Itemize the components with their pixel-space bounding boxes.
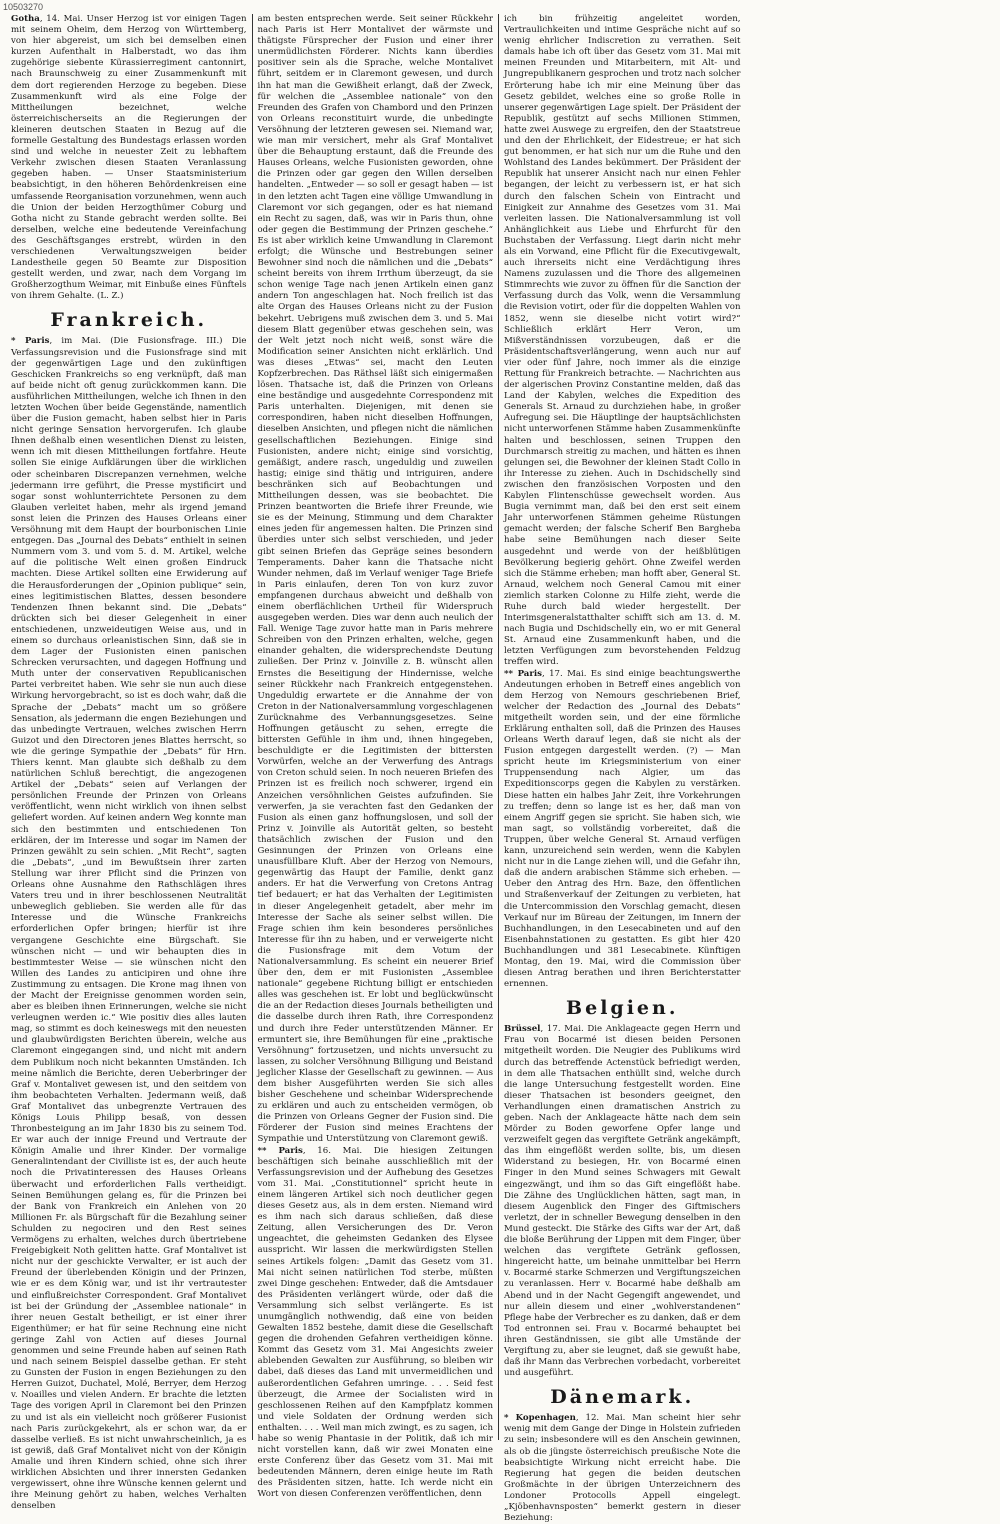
article-paragraph xyxy=(504,14,741,669)
section-heading: Belgien. xyxy=(566,997,679,1020)
page-id: 10503270 xyxy=(3,2,44,12)
article-paragraph xyxy=(258,1146,494,1501)
article-dateline: ** Paris xyxy=(257,1145,303,1156)
article-paragraph xyxy=(504,669,741,991)
article-paragraph xyxy=(504,1024,741,1379)
article-text: , 17. Mai. Es sind einige beachtungswerthe Andeutungen erhoben in Betreff eines angeblich von dem Herzog von Nemours geschriebenen Brief, welcher der Redaction des „Journal des Debats“ mitgetheilt worden sein, und der eine förmliche Erklärung enthalten soll, daß die Prinzen des Hauses Orleans Werth darauf legen, daß sie nicht als der Fusion entgegen dargestellt werden. (?) — Man spricht heute im Kriegsministerium von einer Truppensendung nach Algier, um das Expeditionscorps gegen die Kabylen zu verstärken. Diese hatten ein halbes Jahr Zeit, ihre Vorkehrungen zu treffen; denn so lange ist es her, daß man von einem Angriff gegen sie spricht. Sie haben sich, wie man sagt, so vollständig vorbereitet, daß die Truppen, über welche General St. Arnaud verfügen kann, unzureichend sein werden, wenn die Kabylen nicht nur in die Lange ziehen will, und die Gefahr ihn, daß die andern arabischen Stämme sich erheben. — Ueber den Antrag des Hrn. Baze, den öffentlichen und Straßenverkauf der Zeitungen zu verbieten, hat die Untercommission den Vorschlag gemacht, diesen Verkauf nur im Büreau der Zeitungen, im Innern der Buchhandlungen, in den Lesecabineten und auf den Eisenbahnstationen zu gestatten. Es gibt hier 420 Buchhandlungen und 381 Lesecabinete. Künftigen Montag, den 19. Mai, wird die Commission über diesen Antrag berathen und ihren Berichterstatter ernennen. xyxy=(504,668,741,990)
article-text: , im Mai. (Die Fusionsfrage. III.) Die Verfassungsrevision und die Fusionsfrage sind mit der gegenwärtigen Lage und den zukünftigen Geschicken Frankreichs so eng verknüpft, daß man auf beide nicht oft genug zurückkommen kann. Die ausführlichen Mittheilungen, welche ich Ihnen in den letzten Wochen über beide Gegenstände, namentlich über die Fusion gemacht, haben selbst hier in Paris nicht geringe Sensation hervorgerufen. Ich glaube Ihnen deßhalb einen wesentlichen Dienst zu leisten, wenn ich mit diesen Mittheilungen fortfahre. Heute sollen Sie einige Aufklärungen über die wirklichen oder scheinbaren Discrepanzen vernehmen, welche jedermann irre geführt, die Presse mystificirt und sogar sonst wohlunterrichtete Personen zu dem Glauben verleitet haben, mehr als irgend jemand sonst leien die Prinzen des Hauses Orleans einer Versöhnung mit dem Haupt der bourbonischen Linie entgegen. Das „Journal des Debats“ enthielt in seinen Nummern vom 3. und vom 5. d. M. Artikel, welche auf die politische Welt einen großen Eindruck machten. Diese Artikel sollten eine Erwiderung auf die Herausforderungen der „Opinion publique“ sein, eines legitimistischen Blattes, dessen besondere Tendenzen Ihnen bekannt sind. Die „Debats“ drückten sich bei dieser Gelegenheit in einer entschiedenen, unzweideutigen Weise aus, und in einem so durchaus orleanistischen Sinn, daß sie in dem Lager der Fusionisten einen panischen Schrecken verursachten, und dagegen Hoffnung und Muth unter der conservativen Republicanischen Partei verbreitet haben. Wie sehr sie nun auch diese Wirkung hervorgebracht, so ist es doch wahr, daß die Sprache der „Debats“ macht um so größere Sensation, als jedermann die engen Beziehungen und das unbedingte Vertrauen, welches zwischen Herrn Guizot und den Directoren jenes Blattes herrscht, so wie die geringe Sympathie der „Debats“ für Hrn. Thiers kennt. Man glaubte sich deßhalb zu dem natürlichen Schluß berechtigt, die angezogenen Artikel der „Debats“ seien auf Verlangen der persönlichen Freunde der Prinzen von Orleans veröffentlicht, wenn nicht wirklich von ihnen selbst geliefert worden. Auf keinen andern Weg konnte man sich den bestimmten und entschiedenen Ton erklären, der im Interesse und sogar im Namen der Prinzen gewählt zu sein schien. „Mit Recht“, sagten die „Debats“, „und im Bewußtsein ihrer zarten Stellung war ihrer Pflicht sind die Prinzen von Orleans ohne Ausnahme den Rathschlägen ihres Vaters treu und in ihrer beschlossenen Neutralität unbeweglich geblieben. Sie werden alle für das Interesse und die Wünsche Frankreichs erforderlichen Opfer bringen; hierfür ist ihre vergangene Geschichte eine Bürgschaft. Sie wünschen nicht — und wir behaupten dies in bestimmtester Weise — sie wünschen nicht den Willen des Landes zu anticipiren und ohne ihre Zustimmung zu entsagen. Die Krone mag ihnen von der Macht der Ereignisse genommen worden sein, aber es bleiben ihnen Erinnerungen, welche sie nicht verleugnen werden ic.“ Wie positiv dies alles lauten mag, so stimmt es doch keineswegs mit den neuesten und glaubwürdigsten Berichten überein, welche aus Claremont eingegangen sind, und nicht mit andern dem Publikum noch nicht bekannten Umständen. Ich meine nämlich die Berichte, deren Ueberbringer der Graf v. Montalivet gewesen ist, und den seitdem von ihm beobachteten Verhalten. Jedermann weiß, daß Graf Montalivet das unbegrenzte Vertrauen des Königs Louis Philipp besaß, von dessen Thronbesteigung an im Jahr 1830 bis zu seinem Tod. Er war auch der innige Freund und Vertraute der Königin Amalie und ihrer Kinder. Der vormalige Generalintendant der Civilliste ist es, der auch heute noch die Privatinteressen des Hauses Orleans überwacht und erforderlichen Falls vertheidigt. Seinen Bemühungen gelang es, für die Prinzen bei der Bank von Frankreich ein Anlehen von 20 Millionen Fr. als Bürgschaft für die Bezahlung seiner Schulden zu negociren und den Rest seines Vermögens zu erhalten, welches durch übertriebene Freigebigkeit Noth gelitten hatte. Graf Montalivet ist nicht nur der geschickte Verwalter, er ist auch der Freund der überlebenden Königin und der Prinzen, wie er es dem König war, und ist ihr vertrautester und einflußreichster Correspondent. Graf Montalivet ist bei der Gründung der „Assemblee nationale“ in ihrer neuen Gestalt betheiligt, er ist einer ihrer Eigenthümer; er hat für seine Rechnung eine nicht geringe Zahl von Actien auf dieses Journal genommen und seine Freunde haben auf seinen Rath und nach seinem Beispiel dasselbe gethan. Er steht zu Gunsten der Fusion in engen Beziehungen zu den Herren Guizot, Duchatel, Molé, Berryer, dem Herzog v. Noailles und vielen Andern. Er brachte die letzten Tage des vorigen April in Claremont bei den Prinzen zu und ist als ein vielleicht noch größerer Fusionist nach Paris zurückgekehrt, als er schon war, da er dasselbe verließ. Es ist nicht unwahrscheinlich, ja es ist gewiß, daß Graf Montalivet nicht von der Königin Amalie und ihren Kindern schied, ohne sich ihrer wirklichen Absichten und ihrer innersten Gedanken vergewissert, ohne ihre Wünsche kennen gelernt und ihre Meinung gehört zu haben, welches Verhalten denselben xyxy=(11,336,247,1512)
article-text: , 16. Mai. Die hiesigen Zeitungen beschäftigen sich beinahe ausschließlich mit der Verfassungsrevision und der Aufhebung des Gesetzes vom 31. Mai. „Constitutionnel“ spricht heute in einem längeren Artikel sich noch deutlicher gegen dieses Gesetz aus, als in dem ersten. Niemand wird es ihm nach sich daraus schließen, daß diese Zeitung, allen Versicherungen des Dr. Veron ungeachtet, die geheimsten Gedanken des Elysee ausspricht. Wir lassen die merkwürdigsten Stellen seines Artikels folgen: „Damit das Gesetz vom 31. Mai nicht seinen natürlichen Tod sterbe, müßten zwei Dinge geschehen: Entweder, daß die Amtsdauer des Präsidenten verlängert würde, oder daß die Versammlung sich selbst verlängerte. Es ist unumgänglich nothwendig, daß eine von beiden Gewalten 1852 bestehe, damit diese die Gesellschaft gegen die drohenden Gefahren vertheidigen könne. Kommt das Gesetz vom 31. Mai Angesichts zweier ablebenden Gewalten zur Ausführung, so bleiben wir dabei, daß dieses das Land mit unvermeidlichen und außerordentlichen Gefahren umringe. . . . Seid fest überzeugt, die Armee der Socialisten wird in geschlossenen Reihen auf den Kampfplatz kommen und viele Soldaten der Ordnung werden sich enthalten. . . . Weil man mich zwingt, es zu sagen, ich habe so wenig Phantasie in der Politik, daß ich mir nicht vorstellen kann, daß wir zwei Monaten eine erste Conferenz über das Gesetz vom 31. Mai mit bedeutenden Männern, deren einige heute im Rath des Präsidenten sitzen, hatte. Ich werde nicht ein Wort von diesen Conferenzen veröffentlichen, denn xyxy=(257,1145,493,1500)
article-dateline: * Paris xyxy=(11,336,50,347)
article-paragraph xyxy=(11,14,247,302)
article-paragraph xyxy=(258,14,494,1146)
article-dateline: Gotha xyxy=(11,14,40,24)
column-2 xyxy=(253,14,500,1500)
newspaper-columns xyxy=(6,14,992,1524)
column-1 xyxy=(6,14,253,1512)
article-text: ich bin frühzeitig angeleitet worden, Vertraulichkeiten und intime Gespräche nicht auf so wenig ehrlicher Indiscretion zu verrathen. Seit damals habe ich oft über das Gesetz vom 31. Mai mit meinen Freunden und Mitarbeitern, mit Alt- und Jungrepublikanern gesprochen und trotz nach solcher Erörterung habe ich mir eine Meinung über das Gesetz gebildet, welches eine so große Rolle in unserer gegenwärtigen Lage spielt. Der Präsident der Republik, gestützt auf sechs Millionen Stimmen, hatte zwei Auswege zu ergreifen, den der Staatstreue und den der Ehrlichkeit, der Eidestreue; er hat sich gut benommen, er hat sich nur um die Ruhe und den Wohlstand des Landes bekümmert. Der Präsident der Republik hat unserer Ansicht nach nur einen Fehler begangen, der leicht zu verbessern ist, er hat sich durch den falschen Schein von Eintracht und Einigkeit zur Annahme des Gesetzes vom 31. Mai verleiten lassen. Die Nationalversammlung ist voll Anhänglichkeit aus Liebe und Ehrfurcht für den Buchstaben der Verfassung. Liegt darin nicht mehr als ein Vorwand, eine Pflicht für die Executivgewalt, auch ihrerseits nicht eine Verdächtigung ihres Namens zuzulassen und die Thore des allgemeinen Stimmrechts wie zuvor zu öffnen für die Sanction der Verfassung durch das Volk, wenn die Versammlung die Revision votirt, oder für die doppelten Wahlen von 1852, wenn sie dieselbe nicht votirt wird?“ Schließlich erklärt Herr Veron, um Mißverständnissen vorzubeugen, daß er die Präsidentschaftsverlängerung, wenn auch nur auf vier oder fünf Jahre, noch immer als die einzige Rettung für Frankreich betrachte. — Nachrichten aus der algerischen Provinz Constantine melden, daß das Land der Kabylen, welches die Expedition des Generals St. Arnaud zu durchziehen habe, in großer Aufregung sei. Die Häuptlinge der hauptsächlichsten nicht unterworfenen Stämme haben Zusammenkünfte halten und beschlossen, seinen Truppen den Durchmarsch streitig zu machen, und hätten es ihnen gelungen sei, die Bewohner der kleinen Stadt Collo in ihr Interesse zu ziehen. Auch in Dschidschelly sind zwischen den französischen Vorposten und den Kabylen Flintenschüsse gewechselt worden. Aus Bugia vernimmt man, daß bei den erst seit einem Jahr unterworfenen Stämmen geheime Rüstungen gemacht werden; der falsche Scherif Ben Bargheba habe seine Bemühungen nach dieser Seite ausgedehnt und werde von der heißblütigen Bevölkerung begierig gehört. Ohne Zweifel werden sich die Stämme erheben; man hofft aber, General St. Arnaud, welchem noch General Camou mit einer ziemlich starken Colonne zu Hilfe zieht, werde die Ruhe durch bald wieder hergestellt. Der Interimsgeneralstatthalter schifft sich am 13. d. M. nach Bugia und Dschidschelly ein, wo er mit General St. Arnaud eine Zusammenkunft haben, und die letzten Verfügungen zum bevorstehenden Feldzug treffen wird. xyxy=(504,14,741,668)
section-heading: Frankreich. xyxy=(50,309,208,332)
column-3 xyxy=(499,14,746,1524)
article-text: , 17. Mai. Die Anklageacte gegen Herrn und Frau von Bocarmé ist diesen beiden Personen mitgetheilt worden. Die Neugier des Publikums wird durch das betreffende Actenstück befriedigt werden, in dem alle Thatsachen enthüllt sind, welche durch die lange Untersuchung festgestellt worden. Eine dieser Thatsachen ist besonders geeignet, den Verhandlungen einen dramatischen Anstrich zu geben. Nach der Anklageacte hätte nach dem sein Mörder zu Boden geworfene Opfer lange und verzweifelt gegen das vergiftete Getränk angekämpft, das ihm eingeflößt werden sollte, bis, um diesen Widerstand zu besiegen, Hr. von Bocarmé einen Finger in den Mund seines Schwagers mit Gewalt eingezwängt, und ihm so das Gift eingeflößt habe. Die Zähne des Unglücklichen hätten, sagt man, in diesem Augenblick den Finger des Giftmischers verletzt, der in schneller Bewegung denselben in den Mund gesteckt. Die Stärke des Gifts war der Art, daß die bloße Berührung der Lippen mit dem Finger, über welchen das vergiftete Getränk geflossen, hingereicht hatte, um beinahe unmittelbar bei Herrn v. Bocarmé starke Schmerzen und Vergiftungszeichen zu veranlassen. Herr v. Bocarmé habe deßhalb am Abend und in der Nacht Gegengift angewendet, und nur allein diesem und einer „wohlverstandenen“ Pflege habe der Verbrecher es zu danken, daß er dem Tod entronnen sei. Frau v. Bocarmé behauptet bei ihren Geständnissen, sie gibt alle Umstände der Vergiftung zu, aber sie leugnet, daß sie gewußt habe, daß ihr Mann das Verbrechen vorbedacht, vorbereitet und ausgeführt. xyxy=(504,1024,741,1379)
article-dateline: ** Paris xyxy=(504,668,543,679)
article-dateline: * Kopenhagen xyxy=(504,1413,576,1424)
article-dateline: Brüssel xyxy=(504,1024,541,1035)
article-text: , 12. Mai. Man scheint hier sehr wenig mit dem Gange der Dinge in Holstein zufrieden zu sein; insbesondere will es den Anschein gewinnen, als ob die jüngste österreichisch preußische Note die beabsichtigte Wirkung nicht erreicht habe. Die Regierung hat gegen die beiden deutschen Großmächte in der übrigen Unterzeichnern des Londoner Protocolls Appell eingelegt. „Kjöbenhavnsposten“ bemerkt gestern in dieser Beziehung: xyxy=(504,1413,741,1524)
article-text: am besten entsprechen werde. Seit seiner Rückkehr nach Paris ist Herr Montalivet der wärmste und thätigste Fürsprecher der Fusion und einer ihrer unermüdlichsten Förderer. Nichts kann überdies positiver sein als die Sprache, welche Montalivet führt, seitdem er in Claremont gewesen, und durch ihn hat man die Gewißheit erlangt, daß der Zweck, für welchen die „Assemblee nationale“ von den Freunden des Grafen von Chambord und den Prinzen von Orleans reconstituirt wurde, die unbedingte Versöhnung der letzteren gewesen sei. Niemand war, wie man mir versichert, mehr als Graf Montalivet über die Behauptung erstaunt, daß die Freunde des Hauses Orleans, welche Fusionisten geworden, ohne die Prinzen oder gar gegen den Willen derselben handelten. „Entweder — so soll er gesagt haben — ist in den letzten acht Tagen eine völlige Umwandlung in Claremont vor sich gegangen, oder es hat niemand ein Recht zu sagen, daß, was wir in Paris thun, ohne oder gegen die Bestimmung der Prinzen geschehe.“ Es ist aber wirklich keine Umwandlung in Claremont erfolgt; die Wünsche und Bestrebungen seiner Bewohner sind noch die nämlichen und die „Debats“ scheint bereits von ihrem Irrthum überzeugt, da sie schon wenige Tage nach jenen Artikeln einen ganz andern Ton angeschlagen hat. Noch freilich ist das alte Organ des Hauses Orleans nicht zu der Fusion bekehrt. Uebrigens muß zwischen dem 3. und 5. Mai diesem Blatt gegenüber etwas geschehen sein, was der Welt jetzt noch nicht weiß, sonst wäre die Modification seiner Ansichten nicht erklärlich. Und was dieses „Etwas“ sei, macht den Leuten Kopfzerbrechen. Das Räthsel läßt sich einigermaßen lösen. Thatsache ist, daß die Prinzen von Orleans eine beständige und ausgedehnte Correspondenz mit Paris unterhalten. Diejenigen, mit denen sie correspondiren, haben nicht dieselben Hoffnungen, dieselben Ansichten, und pflegen nicht die nämlichen gesellschaftlichen Beziehungen. Einige sind Fusionisten, andere nicht; einige sind vorsichtig, gemäßigt, andere rasch, ungeduldig und zuweilen hastig; einige sind thätig und intriguiren, andere beschränken sich auf Beobachtungen und Mittheilungen dessen, was sie beobachtet. Die Prinzen beantworten die Briefe ihrer Freunde, wie sie es der Meinung, Stimmung und dem Charakter eines jeden für angemessen halten. Die Prinzen sind überdies unter sich selbst verschieden, und jeder gibt seinen Briefen das Gepräge seines besondern Temperaments. Daher kann die Thatsache nicht Wunder nehmen, daß im Verlauf weniger Tage Briefe in Paris einlaufen, deren Ton von kurz zuvor empfangenen durchaus abweicht und deßhalb von einem oberflächlichen Urtheil für Widerspruch ausgegeben werden. Dies war denn auch neulich der Fall. Wenige Tage zuvor hatte man in Paris mehrere Schreiben von den Prinzen erhalten, welche, gegen einander gehalten, die widersprechendste Deutung zuließen. Der Prinz v. Joinville z. B. wünscht allen Ernstes die Beseitigung der Hindernisse, welche seiner Rückkehr nach Frankreich entgegenstehen. Ungeduldig erwartete er die Annahme der von Creton in der Nationalversammlung vorgeschlagenen Zurücknahme des Verbannungsgesetzes. Seine Hoffnungen getäuscht zu sehen, erregte die bittersten Gefühle in ihm und, ihnen hingegeben, beschuldigte er die Legitimisten der bittersten Vorwürfen, welche an der Verwerfung des Antrags von Creton schuld seien. In noch neueren Briefen des Prinzen ist es freilich noch schwerer, irgend ein Anzeichen versöhnlichen Geistes aufzufinden. Sie verwerfen, ja sie verachten fast den Gedanken der Fusion als einen ganz hoffnungslosen, und soll der Prinz v. Joinville als Autorität gelten, so besteht thatsächlich zwischen der Fusion und den Gesinnungen der Prinzen von Orleans eine unausfüllbare Kluft. Aber der Herzog von Nemours, gegenwärtig das Haupt der Familie, denkt ganz anders. Er hat die Verwerfung von Cretons Antrag tief bedauert; er hat das Verhalten der Legitimisten in dieser Angelegenheit getadelt, aber mehr im Interesse der Sache als seiner selbst willen. Die Frage schien ihm kein besonderes persönliches Interesse für ihn zu haben, und er verweigerte nicht die Fusionsfrage mit dem Votum der Nationalversammlung. Es scheint ein neuerer Brief über den, dem er mit Fusionisten „Assemblee nationale“ gegebene Richtung billigt er entschieden alles was geschehen ist. Er lobt und beglückwünscht die an der Redaction dieses Journals betheiligten und die dasselbe durch ihren Rath, ihre Correspondenz und durch ihre Feder unterstützenden Männer. Er ermuntert sie, ihre Bemühungen für eine „praktische Versöhnung“ fortzusetzen, und nichts unversucht zu lassen, zu solcher Versöhnung Billigung und Beistand jeglicher Klasse der Gesellschaft zu gewinnen. — Aus dem bisher Ausgeführten werden Sie sich alles bisher Geschehene und scheinbar Widersprechende zu erklären und auch zu entscheiden vermögen, ob die Prinzen von Orleans Gegner der Fusion sind. Die Förderer der Fusion sind meines Erachtens der Sympathie und Unterstützung von Claremont gewiß. xyxy=(257,14,493,1145)
article-text: , 14. Mai. Unser Herzog ist vor einigen Tagen mit seinem Oheim, dem Herzog von Württemberg, von hier abgereist, um sich bei demselben einen kurzen Aufenthalt in Halberstadt, wo das ihm zugehörige siebente Kürassierregiment cantonnirt, nach Braunschweig zu einer Zusammenkunft mit dem dort regierenden Herzoge zu begeben. Diese Zusammenkunft wird als eine Folge der Mittheilungen bezeichnet, welche österreichischerseits an die Regierungen der kleineren deutschen Staaten in Bezug auf die formelle Gestaltung des Bundestags erlassen worden sind und welche in neuester Zeit zu lebhaftem Verkehr zwischen diesen Staaten Veranlassung gegeben haben. — Unser Staatsministerium beabsichtigt, in den höheren Behördenkreisen eine umfassende Reorganisation vorzunehmen, wenn auch die Union der beiden Herzogthümer Coburg und Gotha nicht zu Stande gebracht werden sollte. Bei derselben, welche eine bedeutende Vereinfachung des Geschäftsganges erstrebt, würden in den verschiedenen Verwaltungszweigen beider Landestheile gegen 50 Beamte zur Disposition gestellt werden, und zwar, nach dem Vorgang im Großherzogthum Weimar, mit Einbuße eines Fünftels von ihrem Gehalte. (L. Z.) xyxy=(11,14,247,302)
section-heading: Dänemark. xyxy=(550,1386,695,1409)
article-paragraph xyxy=(11,336,247,1512)
article-paragraph xyxy=(504,1413,741,1524)
